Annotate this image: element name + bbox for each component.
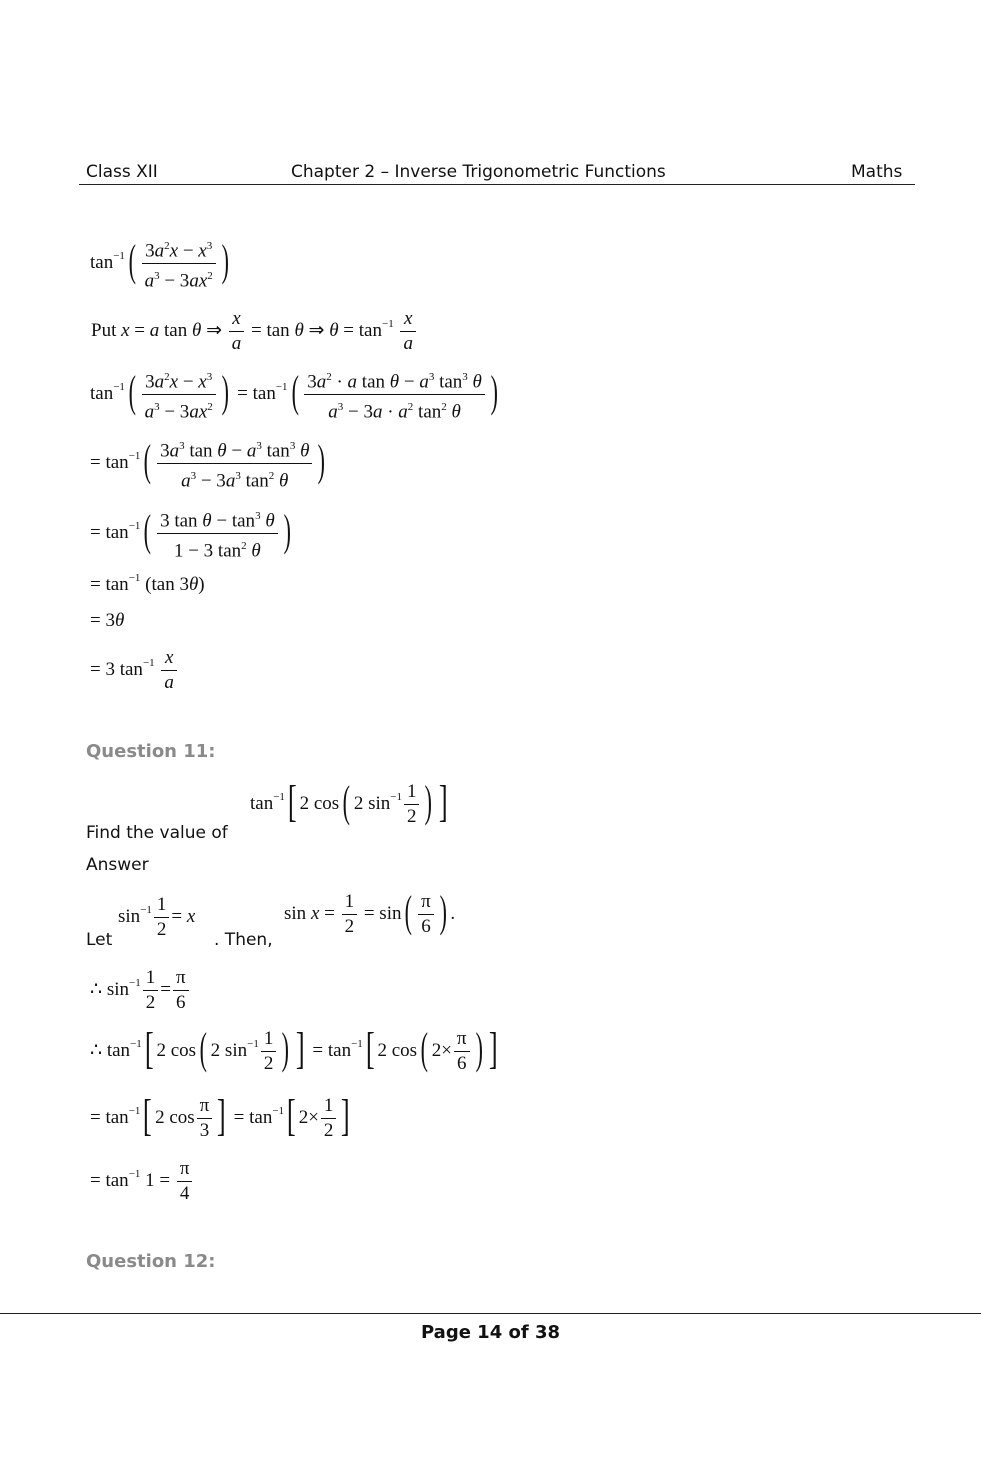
q11-expression: $\tan^{-1}$[ 2 cos( 2 $\sin^{-1}$ $\frac{1}{2}$ ) ]: [250, 776, 448, 827]
header-subject: Maths: [851, 162, 903, 182]
expr-result: = 3 $\tan^{-1}$ $\frac{x}{a}$: [90, 646, 179, 695]
q11-step-3: = $\tan^{-1}$[ 2 cos $\frac{\pi}{3}$ ] = $\tan^{-1}$[ 2× $\frac{1}{2}$ ]: [90, 1090, 351, 1141]
expr-substitution: Put x = a tan θ ⇒ $\frac{x}{a}$ = tan θ ⇒ $\theta = \tan^{-1}$ $\frac{x}{a}$: [91, 307, 418, 356]
q11-answer-label: Answer: [86, 855, 149, 875]
q11-step-1: ∴ $\sin^{-1}$ $\frac{1}{2}$ = $\frac{\pi}{6}$: [90, 966, 191, 1015]
expr-step-2: = $\tan^{-1}$( $\frac{3a^3 \tan \theta - a^3 \tan^3 \theta}{a^3 - 3a^3 \tan^2 \theta}$ ): [90, 435, 326, 492]
q11-then: . Then,: [214, 930, 273, 950]
expr-step-1: $\tan^{-1}$( $\frac{3a^2x - x^3}{a^3 - 3ax^2}$ ) = $\tan^{-1}$( $\frac{3a^2 \cdot a \tan \theta - a^3 \tan^3 \theta}{a^3 - 3a \cdot a^2 \tan^2 \theta}$ ): [90, 366, 498, 423]
question-12-title: Question 12:: [86, 1251, 216, 1272]
expr-step-3: = $\tan^{-1}$( $\frac{3 \tan \theta - \tan^3 \theta}{1 - 3 \tan^2 \theta}$ ): [90, 505, 291, 562]
header-chapter: Chapter 2 – Inverse Trigonometric Functions: [291, 162, 666, 182]
q11-result: = $\tan^{-1} 1$ = $\frac{\pi}{4}$: [90, 1157, 194, 1206]
q11-let-expr: $\sin^{-1}$ $\frac{1}{2}$ = x: [118, 894, 196, 940]
question-11-title: Question 11:: [86, 741, 216, 762]
footer-rule: [0, 1313, 981, 1314]
expr-step-4: = $\tan^{-1} (\tan$ 3θ): [90, 572, 205, 595]
page-number: Page 14 of 38: [420, 1322, 561, 1343]
header-class: Class XII: [86, 162, 158, 182]
q11-sin-expr: sin x = $\frac{1}{2}$ = sin( $\frac{\pi}{6}$ ) .: [284, 886, 456, 937]
expr-step-5: = 3θ: [90, 610, 125, 631]
q11-let: Let: [86, 930, 113, 950]
header-rule: [79, 184, 915, 185]
q11-step-2: ∴ $\tan^{-1}$[ 2 cos( 2 $\sin^{-1}$ $\frac{1}{2}$ ) ] = $\tan^{-1}$[ 2 cos( 2× $\frac{\pi}{6}$ ) ]: [90, 1023, 498, 1074]
expr-original: $\tan^{-1}$( $\frac{3a^2x - x^3}{a^3 - 3ax^2}$ ): [90, 235, 229, 292]
q11-prompt: Find the value of: [86, 823, 228, 843]
